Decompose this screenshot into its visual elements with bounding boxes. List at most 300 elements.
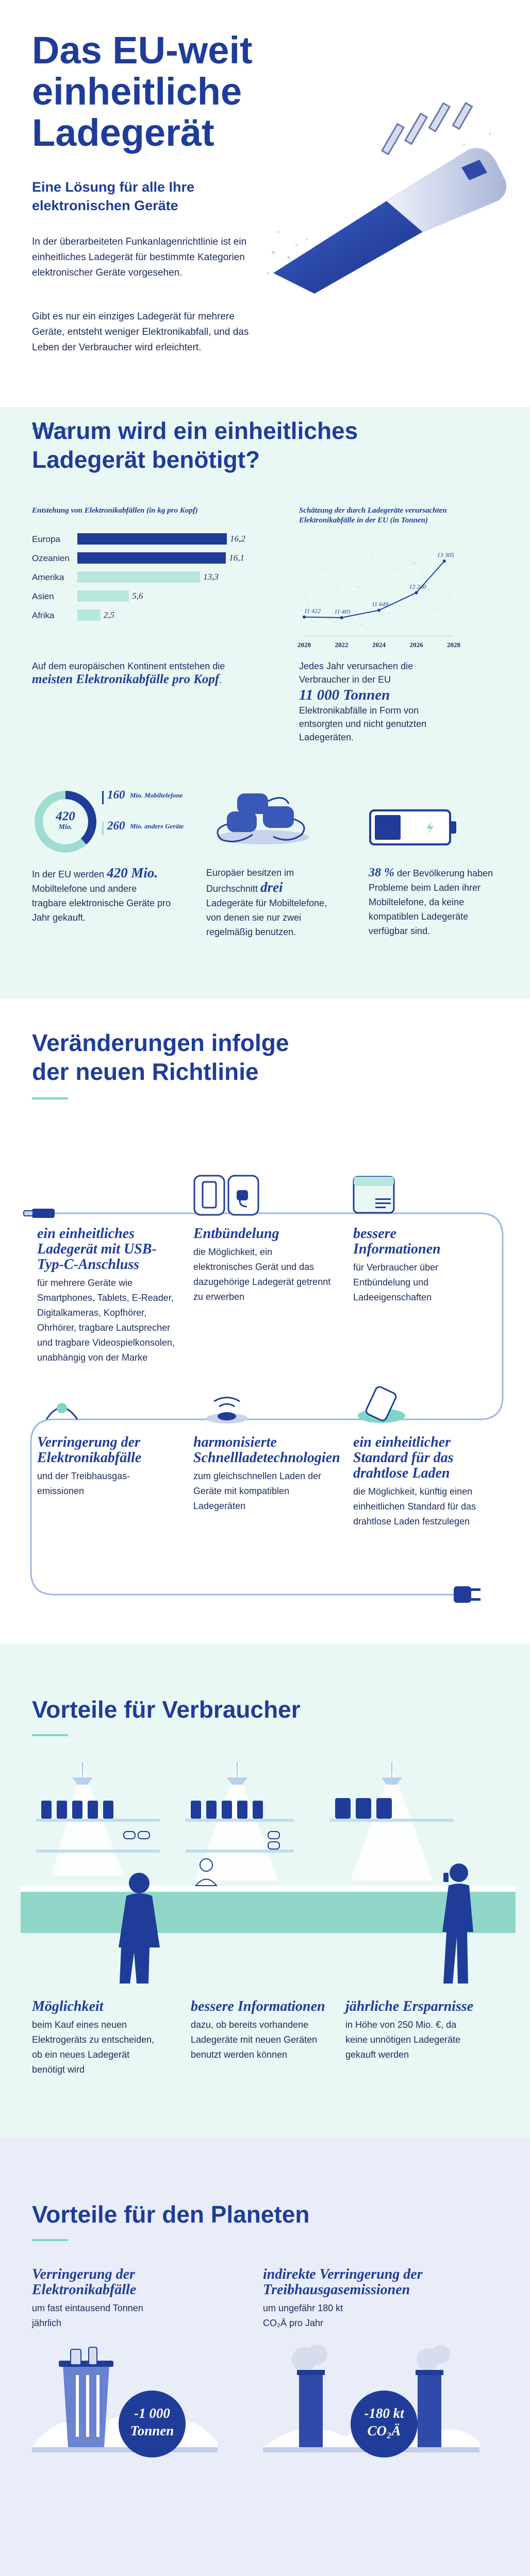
why-title-line1: Warum wird ein einheitliches — [32, 417, 358, 444]
background-dot — [420, 608, 421, 609]
background-dot — [347, 602, 348, 603]
stat1-text-post: Mobiltelefone und andere tragbare elektronische Geräte pro Jahr gekauft. — [32, 884, 171, 923]
emissions-badge-line1: -180 kt — [364, 2405, 404, 2421]
background-dot — [411, 564, 412, 565]
background-dot — [359, 602, 360, 603]
connector-line — [0, 1154, 530, 1618]
changes-title-line2: der neuen Richtlinie — [32, 1058, 259, 1085]
legend-swatch-other — [102, 822, 104, 835]
background-dot — [361, 624, 362, 625]
background-dot — [428, 582, 429, 583]
background-dot — [379, 584, 380, 585]
background-dot — [365, 626, 366, 628]
background-dot — [368, 622, 369, 623]
background-dot — [338, 588, 339, 589]
planet-section — [0, 2138, 530, 2576]
recycle-waste-icon — [41, 1394, 82, 1425]
planet-item-body: um ungefähr 180 kt CO₂Ä pro Jahr — [263, 2303, 343, 2328]
change-body: zum gleichschnellen Laden der Geräte mit kompatiblen Ladegeräten — [193, 1471, 322, 1511]
background-dot — [305, 592, 306, 593]
background-dot — [383, 614, 384, 615]
background-dot — [328, 566, 329, 567]
background-dot — [429, 590, 430, 591]
background-dot — [333, 580, 334, 581]
background-dot — [410, 560, 411, 561]
stat1-text-em: 420 Mio. — [107, 865, 158, 880]
background-dot — [428, 589, 429, 590]
consumer-card-savings — [345, 1999, 474, 2062]
background-dot — [390, 602, 391, 603]
background-dot — [404, 578, 405, 579]
background-dot — [422, 606, 423, 607]
background-dot — [318, 570, 319, 571]
change-title: harmonisierte Schnellladetechnologien — [193, 1434, 340, 1466]
bar-value-label: 16,1 — [229, 553, 244, 563]
background-dot — [449, 611, 450, 612]
planet-item-title: Verringerung der Elektronikabfälle — [32, 2266, 137, 2298]
background-dot — [316, 569, 317, 570]
background-dot — [385, 558, 386, 559]
background-dot — [342, 577, 343, 578]
background-dot — [359, 569, 360, 570]
background-dot — [409, 606, 410, 607]
donut-center-value: 420 — [56, 809, 75, 823]
background-dot — [332, 581, 333, 582]
consumer-body: beim Kauf eines neuen Elektrogeräts zu entscheiden, ob ein neues Ladegerät benötigt wird — [32, 2020, 155, 2075]
background-dot — [395, 619, 396, 620]
background-dot — [322, 567, 323, 568]
background-dot — [413, 609, 415, 611]
background-dot — [438, 607, 439, 608]
background-dot — [452, 558, 453, 560]
legend-phones-value: 160 — [107, 788, 125, 801]
background-dot — [447, 594, 448, 595]
planet-item-body: um fast eintausend Tonnen jährlich — [32, 2303, 143, 2328]
background-dot — [318, 554, 319, 555]
estimate-text-pre: Jedes Jahr verursachen die Verbraucher in der EU — [299, 661, 413, 685]
background-dot — [446, 584, 448, 585]
legend-other-label: Mio. andere Geräte — [130, 822, 184, 830]
background-dot — [329, 590, 330, 591]
x-tick-label: 2024 — [372, 641, 386, 649]
background-dot — [422, 603, 423, 604]
background-dot — [397, 565, 398, 566]
bar-category-label: Afrika — [32, 611, 55, 620]
background-dot — [434, 608, 435, 609]
background-dot — [345, 563, 346, 564]
background-dot — [322, 626, 323, 627]
consumers-title: Vorteile für Verbraucher — [32, 1696, 301, 1723]
background-dot — [339, 600, 340, 601]
background-dot — [388, 613, 389, 614]
why-section — [0, 407, 530, 999]
background-dot — [340, 592, 341, 594]
estimate-line-chart — [299, 542, 464, 655]
background-dot — [343, 604, 344, 605]
unbundling-icon — [193, 1175, 260, 1216]
background-dot — [366, 577, 367, 578]
consumer-title: Möglichkeit — [32, 1998, 104, 2014]
background-dot — [411, 571, 412, 572]
waste-bar-chart — [0, 407, 258, 665]
background-dot — [329, 619, 330, 620]
background-dot — [422, 590, 423, 591]
background-dot — [434, 589, 435, 590]
planet-item-title: indirekte Verringerung der Treibhausgasemissionen — [263, 2266, 423, 2298]
background-dot — [394, 562, 395, 563]
background-dot — [371, 608, 372, 609]
background-dot — [329, 585, 330, 586]
background-dot — [406, 553, 407, 554]
background-dot — [452, 572, 453, 573]
background-dot — [430, 626, 432, 628]
background-dot — [371, 595, 372, 596]
point-value-label: 11 401 — [334, 607, 351, 615]
low-battery-icon — [369, 809, 459, 846]
background-dot — [390, 578, 391, 579]
change-title: bessere Informationen — [353, 1226, 441, 1257]
series-point — [303, 616, 306, 619]
background-dot — [305, 596, 306, 597]
background-dot — [353, 590, 354, 591]
background-dot — [312, 555, 313, 556]
point-value-label: 13 305 — [437, 551, 454, 559]
background-dot — [405, 580, 406, 581]
consumer-title: bessere Informationen — [191, 1998, 325, 2014]
series-point — [443, 560, 446, 563]
background-dot — [315, 574, 316, 575]
hero-section — [0, 0, 530, 407]
consumer-card-information — [191, 1999, 330, 2062]
background-dot — [405, 586, 406, 587]
background-dot — [421, 552, 422, 553]
background-dot — [327, 584, 328, 585]
background-dot — [360, 623, 361, 624]
background-dot — [335, 576, 336, 577]
background-dot — [334, 605, 335, 606]
series-point — [415, 591, 418, 594]
background-dot — [425, 604, 426, 605]
background-dot — [424, 560, 425, 561]
legend-swatch-phones — [102, 791, 104, 804]
background-dot — [336, 586, 337, 587]
background-dot — [430, 614, 432, 615]
background-dot — [450, 596, 451, 597]
background-dot — [396, 613, 397, 614]
background-dot — [322, 592, 323, 593]
waste-text — [32, 659, 238, 687]
background-dot — [391, 555, 392, 556]
background-dot — [359, 608, 360, 609]
x-tick-label: 2026 — [409, 641, 423, 649]
consumer-body: dazu, ob bereits vorhandene Ladegeräte mit neuen Geräten benutzt werden können — [191, 2020, 318, 2060]
background-dot — [391, 626, 392, 627]
background-dot — [354, 557, 355, 558]
point-value-label: 12 240 — [409, 583, 426, 590]
background-dot — [406, 620, 407, 621]
background-dot — [308, 604, 309, 605]
background-dot — [390, 560, 391, 561]
changes-section — [0, 999, 530, 1643]
background-dot — [317, 577, 318, 578]
stat2-text — [206, 866, 330, 939]
change-body: und der Treibhausgas-emissionen — [37, 1471, 130, 1496]
background-dot — [383, 573, 384, 574]
change-card-information — [353, 1226, 482, 1305]
background-dot — [439, 609, 440, 610]
section-rule — [32, 1097, 68, 1099]
background-dot — [322, 604, 323, 605]
bar-value-label: 16,2 — [230, 534, 245, 544]
consumers-section — [0, 1643, 530, 2138]
background-dot — [323, 569, 324, 570]
stat1-text-pre: In der EU werden — [32, 869, 105, 879]
background-dot — [335, 585, 336, 586]
background-dot — [376, 622, 377, 623]
background-dot — [448, 585, 449, 586]
bar-value-label: 5,6 — [132, 591, 143, 601]
background-dot — [312, 601, 313, 602]
background-dot — [361, 625, 362, 626]
change-card-usb-c — [37, 1226, 176, 1365]
chargers-illustration-icon — [206, 783, 320, 850]
background-dot — [378, 628, 379, 629]
background-dot — [422, 597, 423, 598]
background-dot — [372, 553, 373, 554]
bar — [77, 590, 129, 602]
bar-category-label: Ozeanien — [32, 553, 70, 563]
stat2-text-pre: Europäer besitzen im Durchschnitt — [206, 868, 294, 894]
planet-card-emissions — [263, 2267, 479, 2331]
background-dot — [326, 624, 327, 625]
background-dot — [452, 579, 453, 580]
background-dot — [406, 576, 407, 577]
stat2-text-em: drei — [260, 879, 283, 895]
background-dot — [319, 595, 320, 596]
section-rule — [32, 1734, 68, 1736]
background-dot — [351, 583, 352, 584]
hero-paragraph-1: In der überarbeiteten Funkanlagenrichtlinie ist ein einheitliches Ladegerät für bestimmte Kategorien elektronischer Geräte vorgesehen. — [32, 236, 247, 278]
background-dot — [377, 613, 378, 614]
x-tick-label: 2022 — [335, 641, 349, 649]
background-dot — [372, 573, 373, 574]
background-dot — [404, 570, 405, 571]
change-title: Entbündelung — [193, 1226, 279, 1242]
stat1-text — [32, 866, 171, 925]
background-dot — [422, 625, 423, 626]
waste-text-post: . — [219, 675, 222, 685]
emissions-badge-line2: CO₂Ä — [367, 2423, 401, 2438]
consumer-title: jährliche Ersparnisse — [345, 1998, 474, 2014]
background-dot — [382, 629, 383, 630]
background-dot — [371, 579, 372, 580]
background-dot — [442, 607, 443, 608]
donut-center-unit: Mio. — [58, 823, 73, 831]
background-dot — [382, 598, 383, 599]
background-dot — [355, 571, 356, 572]
estimate-text — [299, 659, 459, 744]
background-dot — [397, 570, 399, 571]
estimate-text-post: Elektronikabfälle in Form von entsorgten und nicht genutzten Ladegeräten. — [299, 705, 427, 742]
background-dot — [451, 592, 452, 593]
box-label-icon — [351, 1174, 397, 1215]
waste-badge-line1: -1 000 — [134, 2405, 170, 2421]
bar-value-label: 13,3 — [203, 572, 219, 582]
change-body: die Möglichkeit, ein elektronisches Gerät und das dazugehörige Ladegerät getrennt zu erwerben — [193, 1247, 331, 1302]
background-dot — [432, 605, 433, 606]
background-dot — [416, 558, 417, 560]
background-dot — [332, 613, 333, 614]
waste-badge-line2: Tonnen — [130, 2423, 174, 2438]
change-body: für mehrere Geräte wie Smartphones, Tablets, E-Reader, Digitalkameras, Kopfhörer, Ohrhörer, tragbare Lautsprecher und tragbare Videospielkonsolen, unabhängig von der Marke — [37, 1278, 175, 1363]
stat3-text-em: 38 % — [369, 866, 394, 879]
planet-card-waste — [32, 2267, 218, 2331]
hero-title-line3: Ladegerät — [32, 111, 214, 154]
background-dot — [392, 584, 393, 585]
background-dot — [386, 628, 387, 629]
bar — [77, 571, 200, 583]
waste-text-em: meisten Elektronikabfälle pro Kopf — [32, 672, 220, 686]
stat3-text — [369, 866, 498, 938]
background-dot — [334, 621, 335, 622]
planet-title: Vorteile für den Planeten — [32, 2201, 310, 2228]
waste-text-pre: Auf dem europäischen Kontinent entstehen die — [32, 661, 225, 671]
stat3-text-post: der Bevölkerung haben Probleme beim Laden ihrer Mobiltelefone, da keine kompatiblen Ladegeräte verfügbar sind. — [369, 868, 493, 936]
bar-category-label: Asien — [32, 591, 54, 601]
background-dot — [433, 584, 434, 585]
why-title-line2: Ladegerät benötigt? — [32, 446, 260, 473]
background-dot — [408, 621, 409, 622]
background-dot — [363, 599, 364, 600]
background-dot — [337, 591, 338, 592]
bar — [77, 552, 226, 564]
background-dot — [452, 598, 453, 599]
hero-subtitle: Eine Lösung für alle Ihre elektronischen Geräte — [32, 179, 195, 213]
background-dot — [445, 621, 446, 622]
background-dot — [355, 598, 356, 599]
background-dot — [394, 586, 395, 587]
background-dot — [357, 590, 358, 591]
background-dot — [417, 619, 418, 620]
background-dot — [396, 623, 397, 624]
bar-category-label: Amerika — [32, 572, 64, 582]
background-dot — [413, 563, 415, 564]
background-dot — [318, 629, 319, 630]
estimate-text-em: 11 000 Tonnen — [299, 687, 390, 703]
estimate-chart-title: Schätzung der durch Ladegeräte verursachten Elektronikabfälle in der EU (in Tonnen) — [299, 506, 447, 524]
background-dot — [320, 570, 321, 571]
stat2-text-post: Ladegeräte für Mobiltelefone, von denen sie nur zwei regelmäßig benutzen. — [206, 898, 327, 937]
background-dot — [411, 553, 412, 554]
change-body: für Verbraucher über Entbündelung und Ladeeigenschaften — [353, 1262, 439, 1302]
background-dot — [332, 605, 333, 606]
background-dot — [370, 609, 371, 610]
changes-title-line1: Veränderungen infolge — [32, 1029, 289, 1056]
background-dot — [310, 618, 311, 619]
background-dot — [402, 569, 403, 570]
change-card-wireless — [353, 1435, 492, 1529]
background-dot — [351, 553, 352, 554]
background-dot — [337, 603, 338, 604]
background-dot — [366, 606, 367, 607]
background-dot — [387, 616, 388, 617]
background-dot — [351, 573, 352, 574]
point-value-label: 11 422 — [304, 607, 321, 615]
background-dot — [371, 553, 372, 554]
background-dot — [329, 567, 330, 568]
background-dot — [441, 628, 442, 629]
background-dot — [445, 619, 446, 620]
series-point — [340, 616, 343, 619]
background-dot — [314, 581, 315, 582]
background-dot — [373, 568, 374, 569]
background-dot — [359, 588, 360, 589]
change-card-fast-charging — [193, 1435, 338, 1514]
section-rule — [32, 2239, 68, 2241]
change-card-unbundling — [193, 1226, 333, 1304]
background-dot — [433, 582, 434, 583]
change-title: ein einheitliches Ladegerät mit USB-Typ-C-Anschluss — [37, 1226, 157, 1273]
consumer-card-choice — [32, 1999, 161, 2077]
background-dot — [433, 617, 434, 618]
background-dot — [449, 565, 450, 566]
series-point — [377, 609, 380, 612]
background-dot — [401, 596, 402, 597]
legend-other-value: 260 — [107, 819, 125, 832]
background-dot — [370, 625, 371, 626]
background-dot — [448, 598, 449, 599]
bar-value-label: 2,5 — [103, 610, 114, 620]
background-dot — [422, 572, 423, 573]
background-dot — [444, 605, 445, 606]
change-title: ein einheitlicher Standard für das drahtlose Laden — [353, 1434, 454, 1481]
background-dot — [394, 569, 395, 570]
bar-category-label: Europa — [32, 534, 60, 544]
waste-chart-title: Entstehung von Elektronikabfällen (in kg pro Kopf) — [32, 506, 198, 515]
background-dot — [341, 560, 342, 561]
consumer-body: in Höhe von 250 Mio. €, da keine unnötigen Ladegeräte gekauft werden — [345, 2020, 461, 2060]
background-dot — [306, 568, 307, 569]
background-dot — [403, 628, 404, 629]
background-dot — [368, 583, 369, 584]
background-dot — [428, 561, 429, 562]
background-dot — [397, 619, 399, 620]
background-dot — [358, 586, 359, 587]
bar — [77, 609, 101, 621]
background-dot — [395, 569, 396, 570]
hero-title-line2: einheitliche — [32, 70, 242, 113]
point-value-label: 11 649 — [372, 600, 389, 608]
hero-paragraph-2: Gibt es nur ein einziges Ladegerät für mehrere Geräte, entsteht weniger Elektronikabfall, und das Leben der Verbraucher wird erleichtert. — [32, 311, 249, 353]
background-dot — [405, 561, 406, 562]
background-dot — [367, 560, 368, 561]
legend-phones-label: Mio. Mobiltelefone — [130, 791, 183, 799]
background-dot — [429, 609, 430, 611]
change-title: Verringerung der Elektronikabfälle — [37, 1434, 142, 1466]
background-dot — [442, 593, 443, 594]
bar — [77, 533, 227, 545]
electronics-store-illustration — [21, 1762, 516, 1984]
x-tick-label: 2020 — [297, 641, 311, 649]
background-dot — [445, 562, 446, 563]
x-tick-label: 2028 — [447, 641, 460, 649]
background-dot — [378, 567, 379, 568]
background-dot — [415, 563, 416, 564]
background-dot — [410, 570, 411, 571]
background-dot — [325, 570, 326, 571]
hero-title-line1: Das EU-weit — [32, 29, 253, 72]
background-dot — [413, 580, 414, 581]
